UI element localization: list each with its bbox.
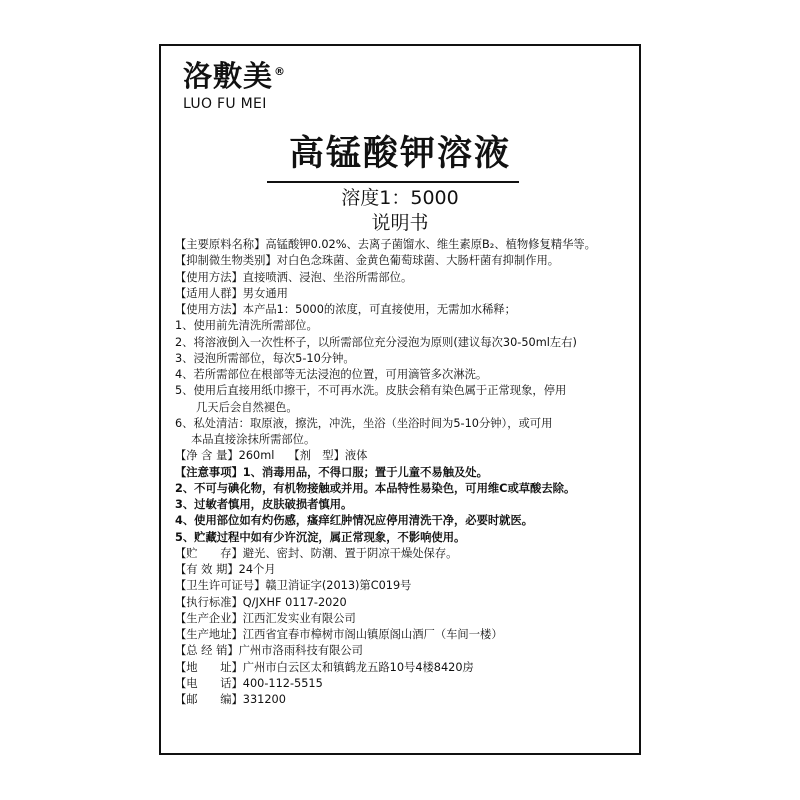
net-content: 【净 含 量】260ml — [175, 449, 275, 463]
product-title: 高锰酸钾溶液 — [288, 134, 511, 174]
text-line: 【卫生许可证号】赣卫消证字(2013)第C019号 — [175, 579, 412, 593]
text-line: 【使用方法】本产品1：5000的浓度，可直接使用，无需加水稀释； — [175, 303, 516, 316]
text-line: 1、使用前先清洗所需部位。 — [175, 319, 318, 333]
text-line: 【适用人群】男女通用 — [175, 286, 288, 300]
text-line: 3、浸泡所需部位，每次5-10分钟。 — [175, 351, 355, 365]
brand-logo — [183, 60, 285, 112]
text-line: 【邮 编】331200 — [175, 693, 286, 706]
text-line: 【贮 存】避光、密封、防潮、置于阴凉干燥处保存。 — [175, 546, 458, 560]
text-line: 【总 经 销】广州市洛雨科技有限公司 — [175, 644, 363, 658]
brand-name-en: LUO FU MEI — [183, 96, 267, 112]
text-line: 4、若所需部位在根部等无法浸泡的位置，可用滴管多次淋洗。 — [175, 368, 488, 381]
text-line: 5、贮藏过程中如有少许沉淀，属正常现象，不影响使用。 — [175, 530, 466, 544]
instruction-label — [159, 44, 641, 755]
instructions-heading: 说明书 — [371, 212, 429, 234]
text-line: 2、不可与碘化物，有机物接触或并用。本品特性易染色，可用维C或草酸去除。 — [175, 481, 576, 495]
text-line: 【执行标准】Q/JXHF 0117-2020 — [175, 595, 347, 609]
product-subtitle: 溶度1：5000 — [341, 187, 459, 209]
text-line: 【电 话】400-112-5515 — [175, 676, 323, 690]
dosage-form: 【剂 型】液体 — [288, 449, 368, 463]
text-line: 本品直接涂抹所需部位。 — [191, 433, 316, 446]
instructions-body — [175, 237, 635, 708]
text-line: 【有 效 期】24个月 — [175, 563, 276, 576]
text-line — [175, 448, 635, 464]
registered-mark: ® — [274, 65, 287, 78]
text-line: 【生产地址】江西省宜春市樟树市阁山镇原阁山酒厂（车间一楼） — [175, 628, 503, 641]
text-line: 【生产企业】江西汇发实业有限公司 — [175, 611, 356, 625]
text-line: 【主要原料名称】高锰酸钾0.02%、去离子菌馏水、维生素原B₂、植物修复精华等。 — [175, 238, 596, 251]
text-line: 6、私处清洁：取原液，擦洗，冲洗，坐浴（坐浴时间为5-10分钟），或可用 — [175, 416, 553, 430]
brand-name-cn: 洛敷美 — [183, 59, 274, 93]
text-line: 4、使用部位如有灼伤感，瘙痒红肿情况应停用清洗干净，必要时就医。 — [175, 514, 534, 528]
text-line: 【注意事项】1、消毒用品，不得口服；置于儿童不易触及处。 — [175, 465, 488, 479]
text-line: 【使用方法】直接喷洒、浸泡、坐浴所需部位。 — [175, 270, 413, 284]
text-line: 几天后会自然褪色。 — [196, 400, 298, 414]
title-underline — [267, 181, 519, 183]
text-line: 【地 址】广州市白云区太和镇鹤龙五路10号4楼8420房 — [175, 660, 474, 674]
text-line: 5、使用后直接用纸巾擦干，不可再水洗。皮肤会稍有染色属于正常现象，停用 — [175, 384, 567, 398]
text-line: 【抑制微生物类别】对白色念珠菌、金黄色葡萄球菌、大肠杆菌有抑制作用。 — [175, 254, 560, 268]
text-line: 3、过敏者慎用，皮肤破损者慎用。 — [175, 498, 353, 511]
text-line: 2、将溶液倒入一次性杯子，以所需部位充分浸泡为原则(建议每次30-50ml左右) — [175, 335, 577, 349]
